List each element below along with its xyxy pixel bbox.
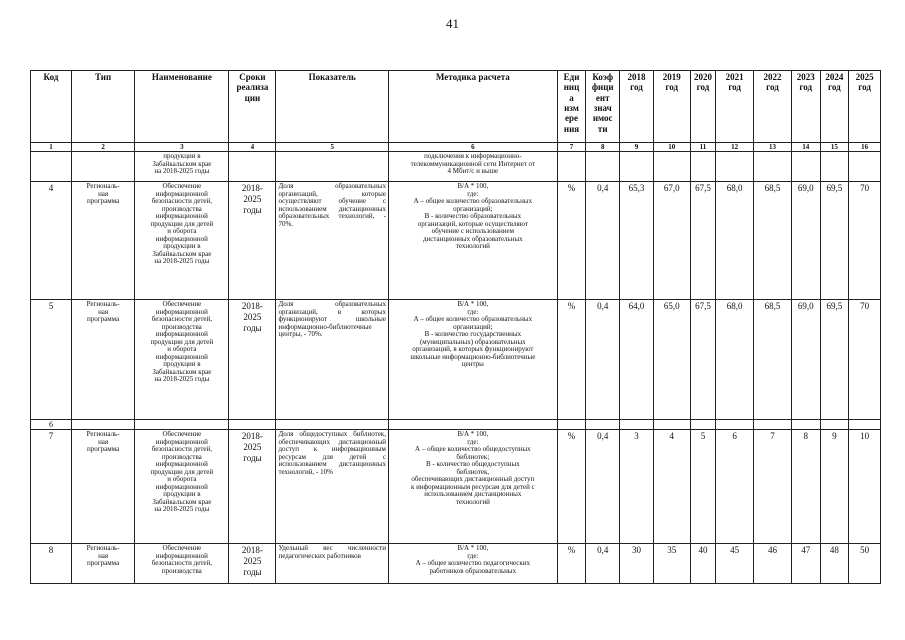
row-unit: % [557,544,586,584]
row-value-2024: 69,5 [820,300,849,420]
row-unit: % [557,300,586,420]
row-code: 7 [31,430,72,544]
column-number: 6 [388,143,557,152]
indicators-table [30,70,881,584]
row-unit: % [557,430,586,544]
row-name: Обеспечение информационной безопасности детей, производства [135,544,229,584]
row-method: В/А * 100, где: А – общее количество образовательных организаций; В - количество образовательных организаций, которые осуществляют обучение с использованием дистанционных образовательных технологий [388,182,557,300]
row-period: 2018- 2025 годы [229,430,276,544]
row-coef: 0,4 [586,300,620,420]
row-value-2019: 65,0 [653,300,690,420]
column-number: 13 [754,143,792,152]
column-number-row [31,143,881,152]
header-2022: 2022 год [754,71,792,143]
row-value-2023: 69,0 [791,300,820,420]
row-indicator: Доля общедоступных библиотек, обеспечивающих дистанционный доступ к информационным ресурсам для детей с использованием дистанционных технологий, - 10% [276,430,389,544]
row-value-2019: 67,0 [653,182,690,300]
continuation-name: продукции в Забайкальском крае на 2018-2025 годы [135,152,229,182]
row-unit: % [557,182,586,300]
row-value-2020: 5 [690,430,716,544]
row-indicator: Доля образовательных организаций, которые осуществляют обучение с использованием дистанционных образовательных технологий, - 70%. [276,182,389,300]
row-value-2019: 35 [653,544,690,584]
row-code: 8 [31,544,72,584]
table-row [31,544,881,584]
row-value-2019: 4 [653,430,690,544]
row-code: 4 [31,182,72,300]
row-value-2023: 69,0 [791,182,820,300]
row-value-2025: 50 [849,544,881,584]
header-coef: Коэф фици ент знач имос ти [586,71,620,143]
column-number: 14 [791,143,820,152]
header-2018: 2018 год [620,71,654,143]
row-value-2020: 40 [690,544,716,584]
row-value-2021: 6 [716,430,754,544]
header-indicator: Показатель [276,71,389,143]
row-name: Обеспечение информационной безопасности детей, производства информационной продукции для детей и оборота информационной продукции в Забайкальском крае на 2018-2025 годы [135,182,229,300]
column-number: 7 [557,143,586,152]
column-number: 1 [31,143,72,152]
row-type: Региональ- ная программа [71,544,134,584]
row-value-2021: 68,0 [716,182,754,300]
row-value-2023: 8 [791,430,820,544]
row-value-2025: 70 [849,182,881,300]
row-value-2020: 67,5 [690,182,716,300]
header-method: Методика расчета [388,71,557,143]
row-value-2022: 46 [754,544,792,584]
header-2024: 2024 год [820,71,849,143]
column-number: 9 [620,143,654,152]
header-2021: 2021 год [716,71,754,143]
row-value-2024: 48 [820,544,849,584]
row-value-2022: 68,5 [754,300,792,420]
column-number: 2 [71,143,134,152]
row-value-2022: 68,5 [754,182,792,300]
row-value-2018: 65,3 [620,182,654,300]
page-number: 41 [446,16,459,31]
row-value-2022: 7 [754,430,792,544]
table-row [31,300,881,420]
header-name: Наименование [135,71,229,143]
row-coef: 0,4 [586,430,620,544]
row-value-2018: 64,0 [620,300,654,420]
row-type: Региональ- ная программа [71,182,134,300]
row-type: Региональ- ная программа [71,300,134,420]
continuation-row [31,152,881,182]
row-value-2024: 69,5 [820,182,849,300]
table-row [31,182,881,300]
row-name: Обеспечение информационной безопасности детей, производства информационной продукции для детей и оборота информационной продукции в Забайкальском крае на 2018-2025 годы [135,430,229,544]
row-period: 2018- 2025 годы [229,544,276,584]
row-value-2021: 68,0 [716,300,754,420]
row-period: 2018- 2025 годы [229,182,276,300]
column-number: 16 [849,143,881,152]
row-value-2021: 45 [716,544,754,584]
column-number: 4 [229,143,276,152]
header-unit: Еди ниц а изм ере ния [557,71,586,143]
row-coef: 0,4 [586,182,620,300]
row-code: 5 [31,300,72,420]
row-method: В/А * 100, где: А – общее количество общедоступных библиотек; В - количество общедоступных библиотек, обеспечивающих дистанционный доступ к информационным ресурсам для детей с использованием дистанционных технологий [388,430,557,544]
table-row [31,420,881,430]
row-value-2020: 67,5 [690,300,716,420]
row-value-2023: 47 [791,544,820,584]
column-number: 10 [653,143,690,152]
header-2023: 2023 год [791,71,820,143]
column-number: 15 [820,143,849,152]
row-coef: 0,4 [586,544,620,584]
row-value-2024: 9 [820,430,849,544]
header-period: Сроки реализа ции [229,71,276,143]
row-name: Обеспечение информационной безопасности детей, производства информационной продукции для детей и оборота информационной продукции в Забайкальском крае на 2018-2025 годы [135,300,229,420]
row-type: Региональ- ная программа [71,430,134,544]
header-2020: 2020 год [690,71,716,143]
header-row [31,71,881,143]
row-code: 6 [31,420,72,430]
column-number: 11 [690,143,716,152]
header-type: Тип [71,71,134,143]
row-period: 2018- 2025 годы [229,300,276,420]
row-value-2018: 3 [620,430,654,544]
continuation-method: подключения к информационно- телекоммуникационной сети Интернет от 4 Мбит/с и выше [388,152,557,182]
row-indicator: Удельный вес численности педагогических работников [276,544,389,584]
table-row [31,430,881,544]
row-value-2018: 30 [620,544,654,584]
row-value-2025: 70 [849,300,881,420]
column-number: 8 [586,143,620,152]
column-number: 3 [135,143,229,152]
header-2025: 2025 год [849,71,881,143]
row-method: В/А * 100, где: А – общее количество педагогических работников образовательных [388,544,557,584]
column-number: 12 [716,143,754,152]
row-value-2025: 10 [849,430,881,544]
row-indicator: Доля образовательных организаций, в которых функционируют школьные информационно-библиотечные центры, - 70%. [276,300,389,420]
header-2019: 2019 год [653,71,690,143]
column-number: 5 [276,143,389,152]
row-method: В/А * 100, где: А – общее количество образовательных организаций; В - количество государственных (муниципальных) образовательных организаций, в которых функционируют школьные информационно-библиотечные центры [388,300,557,420]
header-code: Код [31,71,72,143]
